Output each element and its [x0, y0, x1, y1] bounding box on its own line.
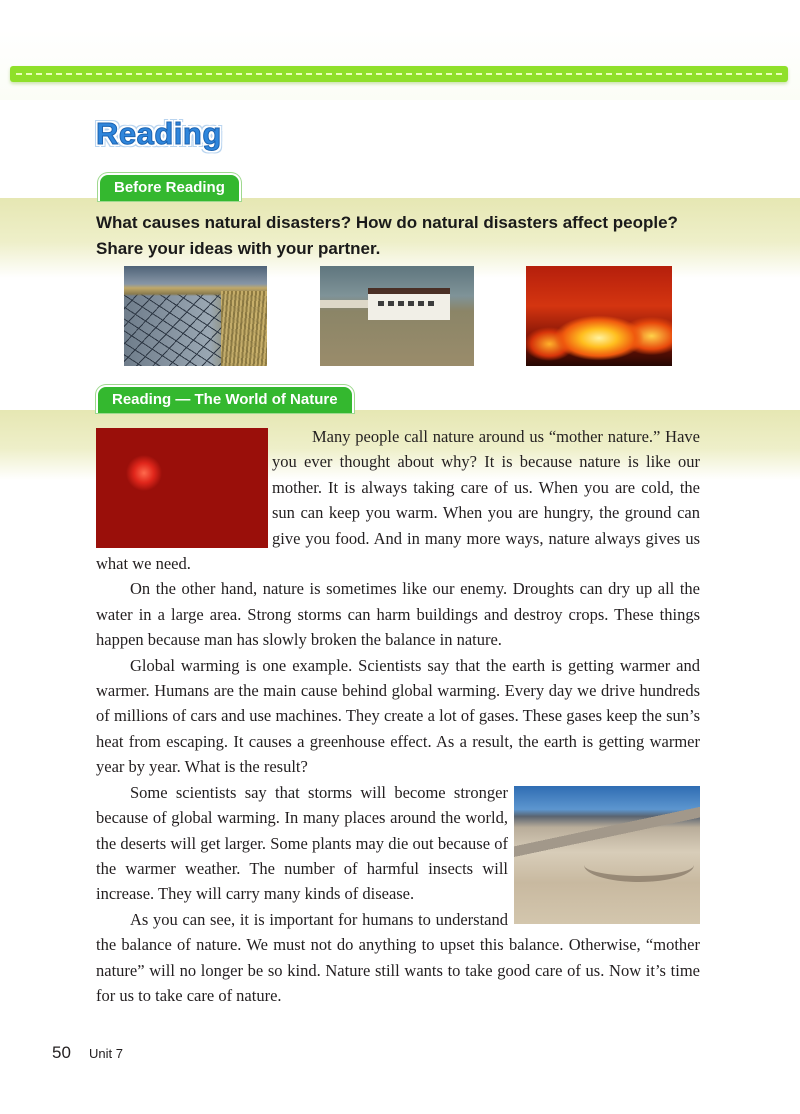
paragraph-3: Global warming is one example. Scientists say that the earth is getting warmer and warmer. Humans are the main cause behind global warming. Every day we drive hundreds of millions of cars and use machines. They create a lot of gases. These gases keep the sun’s heat from escaping. It causes a greenhouse effect. As a result, the earth is getting warmer year by year. What is the result? — [96, 655, 700, 777]
paragraph-5: As you can see, it is important for humans to understand the balance of nature. We must not do anything to upset this balance. Otherwise, “mother nature” will no longer be so kind. Nature still wants to take good care of us. Now it’s time for us to take care of nature. — [96, 909, 700, 1005]
reading-passage — [96, 424, 700, 1008]
before-reading-tab: Before Reading — [98, 173, 241, 201]
pre-reading-question: What causes natural disasters? How do natural disasters affect people? Share your ideas with your partner. — [96, 213, 678, 258]
paragraph-4: Some scientists say that storms will become stronger because of global warming. In many places around the world, the deserts will get larger. Some plants may die out because of the warmer weather. The number of harmful insects will increase. They will carry many kinds of disease. — [96, 782, 508, 904]
desert-float-spacer — [508, 782, 700, 924]
top-band — [0, 0, 800, 100]
drought-photo — [124, 266, 267, 366]
page-number: 50 — [52, 1043, 71, 1062]
apples-float-spacer — [96, 424, 272, 549]
paragraph-1: Many people call nature around us “mother nature.” Have you ever thought about why? It is because nature is like our mother. It is always taking care of us. When you are cold, the sun can keep you warm. When you are hungry, the ground can give you food. And in many more ways, nature always gives us what we need. — [96, 427, 700, 574]
header-stripe — [10, 66, 788, 82]
flood-house — [368, 288, 450, 320]
unit-label: Unit 7 — [89, 1046, 123, 1061]
volcano-photo — [526, 266, 672, 366]
page-title: Reading — [96, 116, 222, 151]
flood-photo — [320, 266, 474, 366]
flood-porch — [320, 300, 372, 308]
paragraph-2: On the other hand, nature is sometimes like our enemy. Droughts can dry up all the water in a large area. Strong storms can harm buildings and destroy crops. These things happen because man has slowly broken the balance in nature. — [96, 579, 700, 650]
reading-tab: Reading — The World of Nature — [96, 385, 354, 413]
